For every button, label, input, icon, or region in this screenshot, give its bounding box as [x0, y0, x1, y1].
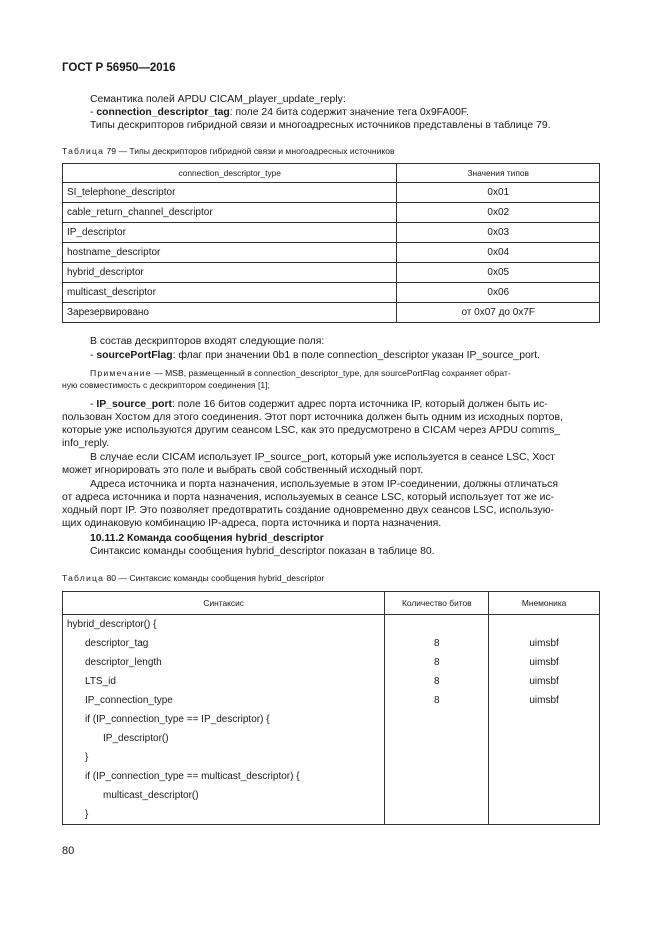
table-79 — [62, 163, 600, 323]
table-row — [63, 634, 600, 653]
table-cell: hybrid_descriptor — [63, 263, 397, 283]
table-cell: 0x02 — [397, 203, 600, 223]
table-row — [63, 786, 600, 805]
bits-cell: 8 — [385, 691, 489, 710]
table-row — [63, 283, 600, 303]
paragraph-line: ходный порт IP. Это позволяет предотвратить создание одновременно двух сеансов LSC, использую- — [62, 505, 554, 516]
section-heading: 10.11.2 Команда сообщения hybrid_descriptor — [90, 533, 324, 544]
syntax-cell: if (IP_connection_type == IP_descriptor) { — [63, 710, 385, 729]
table-cell: 0x03 — [397, 223, 600, 243]
mnemonic-cell — [489, 767, 600, 786]
table-row — [63, 767, 600, 786]
table-cell: 0x05 — [397, 263, 600, 283]
bits-cell — [385, 805, 489, 825]
bits-cell — [385, 615, 489, 635]
table-row — [63, 223, 600, 243]
mnemonic-cell — [489, 786, 600, 805]
paragraph-line: щих одинаковую комбинацию IP-адреса, порта источника и порта назначения. — [62, 518, 442, 529]
paragraph-line: info_reply. — [62, 438, 110, 449]
bits-cell — [385, 710, 489, 729]
table-row — [63, 710, 600, 729]
mnemonic-cell — [489, 710, 600, 729]
paragraph-line: может игнорировать это поле и выбрать свой собственный исходный порт. — [62, 465, 424, 476]
mnemonic-cell: uimsbf — [489, 672, 600, 691]
column-header: Синтаксис — [63, 592, 385, 615]
fields-intro: В состав дескрипторов входят следующие поля: — [90, 336, 325, 347]
table-row — [63, 243, 600, 263]
syntax-cell: multicast_descriptor() — [63, 786, 385, 805]
table-cell: 0x04 — [397, 243, 600, 263]
intro-line-3: Типы дескрипторов гибридной связи и многоадресных источников представлены в таблице 79. — [90, 120, 551, 131]
paragraph-line: которые уже используются другим сеансом LSC, как это предусмотрено в CICAM через APDU comms_ — [62, 425, 561, 436]
syntax-cell: IP_connection_type — [63, 691, 385, 710]
field-name: IP_source_port — [96, 399, 173, 410]
table-cell: IP_descriptor — [63, 223, 397, 243]
syntax-cell: descriptor_length — [63, 653, 385, 672]
column-header: Мнемоника — [489, 592, 600, 615]
table-row — [63, 263, 600, 283]
section-syntax-line: Синтаксис команды сообщения hybrid_descriptor показан в таблице 80. — [90, 546, 435, 557]
note-line-2: ную совместимость с дескриптором соединения [1]; — [62, 380, 270, 390]
table-row — [63, 615, 600, 635]
table-cell: 0x06 — [397, 283, 600, 303]
table-cell: hostname_descriptor — [63, 243, 397, 263]
page-number: 80 — [62, 845, 75, 857]
table-cell: от 0x07 до 0x7F — [397, 303, 600, 323]
bits-cell — [385, 748, 489, 767]
field-name: sourcePortFlag — [96, 350, 173, 361]
table-row — [63, 748, 600, 767]
bits-cell — [385, 786, 489, 805]
syntax-cell: } — [63, 805, 385, 825]
syntax-cell: IP_descriptor() — [63, 729, 385, 748]
field-sourceportflag: - sourcePortFlag: флаг при значении 0b1 в поле connection_descriptor указан IP_source_port. — [90, 350, 540, 361]
table-header-row — [63, 164, 600, 183]
bits-cell: 8 — [385, 653, 489, 672]
table-row — [63, 672, 600, 691]
column-header: Значения типов — [397, 164, 600, 183]
table-80 — [62, 591, 600, 825]
mnemonic-cell: uimsbf — [489, 634, 600, 653]
table-cell: multicast_descriptor — [63, 283, 397, 303]
paragraph-line: Адреса источника и порта назначения, используемые в этом IP-соединении, должны отличаться — [90, 479, 558, 490]
mnemonic-cell: uimsbf — [489, 653, 600, 672]
table80-caption: Таблица 80 — Синтаксис команды сообщения hybrid_descriptor — [62, 573, 325, 583]
table-row — [63, 653, 600, 672]
bits-cell: 8 — [385, 634, 489, 653]
intro-line-1: Семантика полей APDU CICAM_player_update_reply: — [90, 94, 346, 105]
mnemonic-cell — [489, 729, 600, 748]
document-header: ГОСТ Р 56950—2016 — [62, 62, 176, 74]
syntax-cell: descriptor_tag — [63, 634, 385, 653]
bits-cell — [385, 767, 489, 786]
field-ip-source-port: - IP_source_port: поле 16 битов содержит адрес порта источника IP, который должен быть ис- — [90, 399, 548, 410]
table79-caption: Таблица 79 — Типы дескрипторов гибридной связи и многоадресных источников — [62, 146, 395, 156]
table-cell: 0x01 — [397, 183, 600, 203]
bits-cell — [385, 729, 489, 748]
table-cell: cable_return_channel_descriptor — [63, 203, 397, 223]
table-row — [63, 729, 600, 748]
mnemonic-cell — [489, 748, 600, 767]
paragraph-line: В случае если CICAM использует IP_source_port, который уже используется в сеансе LSC, Хост — [90, 452, 555, 463]
intro-line-2: - connection_descriptor_tag: поле 24 бита содержит значение тега 0x9FA00F. — [90, 107, 470, 118]
syntax-cell: LTS_id — [63, 672, 385, 691]
table-cell: Зарезервировано — [63, 303, 397, 323]
mnemonic-cell: uimsbf — [489, 691, 600, 710]
column-header: connection_descriptor_type — [63, 164, 397, 183]
field-name: connection_descriptor_tag — [96, 107, 230, 118]
paragraph-line: от адреса источника и порта назначения, используемых в сеансе LSC, который использует тот же ис- — [62, 492, 555, 503]
note-line-1: Примечание — MSB, размещенный в connection_descriptor_type, для sourcePortFlag сохраняет обрат- — [90, 368, 511, 378]
mnemonic-cell — [489, 615, 600, 635]
table-row — [63, 805, 600, 825]
table-row — [63, 303, 600, 323]
table-row — [63, 203, 600, 223]
syntax-cell: hybrid_descriptor() { — [63, 615, 385, 635]
mnemonic-cell — [489, 805, 600, 825]
table-row — [63, 691, 600, 710]
syntax-cell: if (IP_connection_type == multicast_descriptor) { — [63, 767, 385, 786]
table-cell: SI_telephone_descriptor — [63, 183, 397, 203]
column-header: Количество битов — [385, 592, 489, 615]
table-row — [63, 183, 600, 203]
paragraph-line: пользован Хостом для этого соединения. Этот порт источника должен быть одним из исходных портов, — [62, 412, 563, 423]
table-header-row — [63, 592, 600, 615]
syntax-cell: } — [63, 748, 385, 767]
bits-cell: 8 — [385, 672, 489, 691]
